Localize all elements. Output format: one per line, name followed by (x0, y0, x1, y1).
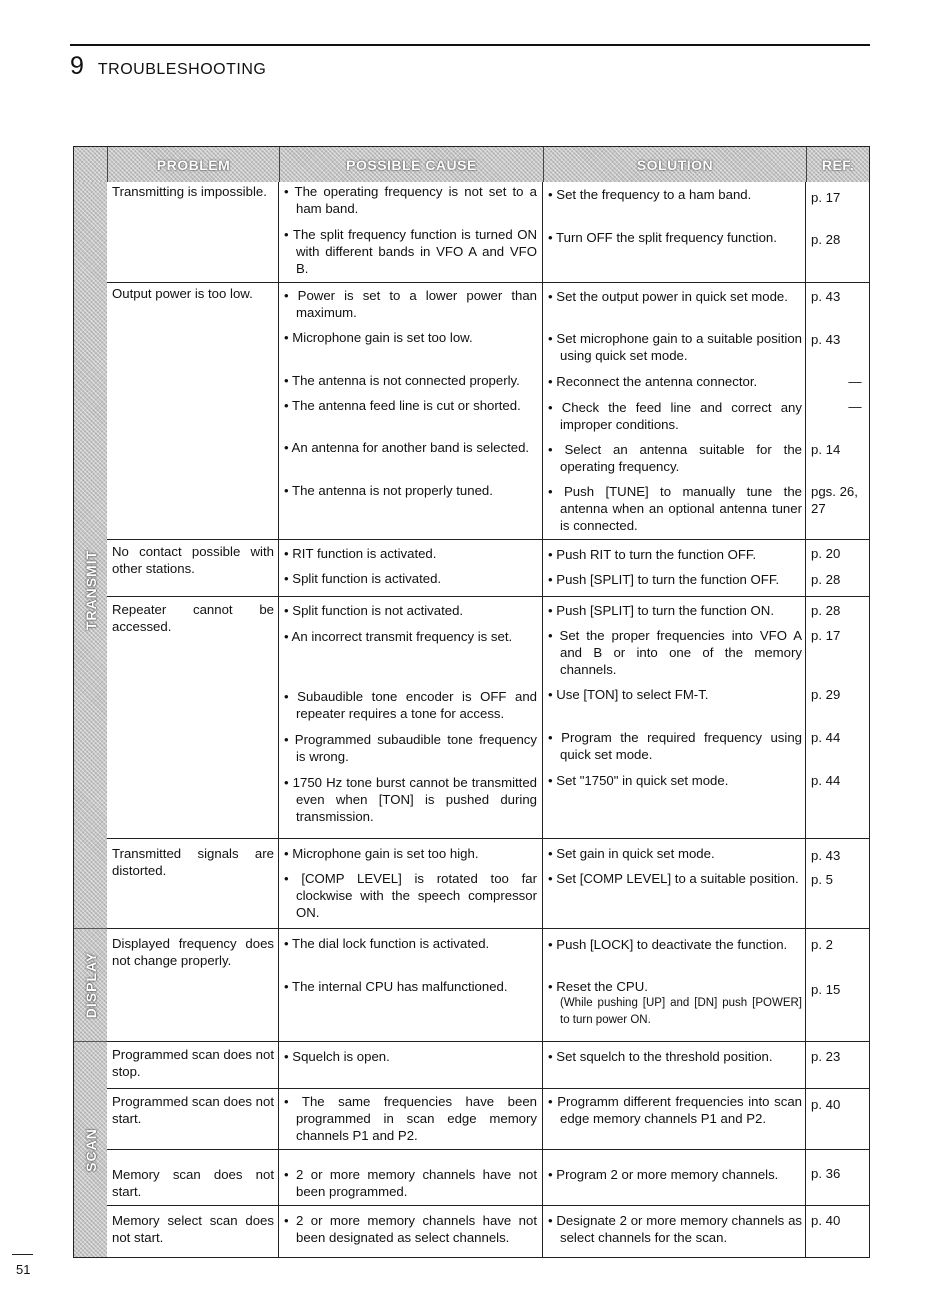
solution-text: • Set "1750" in quick set mode. (548, 773, 729, 788)
solution-note: (While pushing [UP] and [DN] push [POWER] to turn power ON. (560, 997, 802, 1026)
problem-text: Repeater cannot be accessed. (112, 602, 274, 634)
solution-text: • Designate 2 or more memory channels as select channels for the scan. (548, 1213, 802, 1245)
solution-text: • Push RIT to turn the function OFF. (548, 547, 757, 562)
problem-text: Programmed scan does not start. (112, 1094, 274, 1126)
page-number-rule (12, 1254, 33, 1255)
cause-text: • The operating frequency is not set to a ham band. (284, 184, 537, 216)
cause-text: • The antenna is not properly tuned. (284, 483, 493, 498)
problem-text: Transmitted signals are distorted. (112, 846, 274, 878)
ref-text: p. 40 (811, 1097, 841, 1112)
solution-text: • Set the proper frequencies into VFO A and B or into one of the memory channels. (548, 628, 802, 677)
troubleshooting-table (73, 146, 870, 1258)
cause-text: • Squelch is open. (284, 1049, 390, 1064)
cause-text: • Subaudible tone encoder is OFF and repeater requires a tone for access. (284, 689, 537, 721)
ref-text: p. 23 (811, 1049, 841, 1064)
cause-text: • Power is set to a lower power than maximum. (284, 288, 537, 320)
table-row (107, 929, 869, 1042)
cause-text: • The split frequency function is turned ON with different bands in VFO A and VFO B. (284, 227, 537, 276)
header-problem: PROBLEM (107, 147, 279, 182)
cause-text: • 2 or more memory channels have not been designated as select channels. (284, 1213, 537, 1245)
category-display-label: DISPLAY (82, 951, 99, 1019)
cause-text: • An incorrect transmit frequency is set. (284, 629, 513, 644)
problem-text: Displayed frequency does not change properly. (112, 936, 274, 968)
problem-text: Memory select scan does not start. (112, 1213, 274, 1245)
cause-text: • An antenna for another band is selected. (284, 440, 530, 455)
solution-text: • Set gain in quick set mode. (548, 846, 715, 861)
cause-text: • The antenna is not connected properly. (284, 373, 520, 388)
page-number: 51 (16, 1262, 31, 1277)
solution-text: • Set [COMP LEVEL] to a suitable position. (548, 871, 799, 886)
top-rule (70, 44, 870, 46)
solution-text: • Programm different frequencies into scan edge memory channels P1 and P2. (548, 1094, 802, 1126)
cause-text: • The internal CPU has malfunctioned. (284, 979, 508, 994)
solution-text: • Program 2 or more memory channels. (548, 1167, 779, 1182)
cause-text: • Programmed subaudible tone frequency is wrong. (284, 732, 537, 764)
cause-text: • The dial lock function is activated. (284, 936, 490, 951)
solution-text: • Set the frequency to a ham band. (548, 187, 752, 202)
problem-text: Programmed scan does not stop. (112, 1047, 274, 1079)
solution-text: • Turn OFF the split frequency function. (548, 230, 777, 245)
cause-text: • 1750 Hz tone burst cannot be transmitted even when [TON] is pushed during transmission. (284, 775, 537, 824)
ref-text: p. 2 (811, 937, 833, 952)
solution-text: • Use [TON] to select FM-T. (548, 687, 709, 702)
ref-text: p. 43 (811, 848, 841, 863)
ref-text: p. 14 (811, 442, 841, 457)
cause-text: • [COMP LEVEL] is rotated too far clockwise with the speech compressor ON. (284, 871, 537, 920)
category-scan-label: SCAN (82, 1127, 99, 1172)
solution-text: • Push [SPLIT] to turn the function OFF. (548, 572, 780, 587)
table-row (107, 1150, 869, 1206)
table-row (107, 283, 869, 540)
ref-text: p. 40 (811, 1213, 841, 1228)
category-transmit (74, 182, 107, 929)
category-display (74, 929, 107, 1042)
ref-text: p. 43 (811, 289, 841, 304)
ref-text: p. 28 (811, 572, 841, 587)
solution-text: • Push [LOCK] to deactivate the function. (548, 937, 788, 952)
table-row (107, 839, 869, 929)
solution-text: • Select an antenna suitable for the operating frequency. (548, 442, 802, 474)
table-row (107, 1042, 869, 1089)
solution-text: • Push [SPLIT] to turn the function ON. (548, 603, 774, 618)
ref-text: p. 17 (811, 628, 841, 643)
ref-text: p. 20 (811, 546, 841, 561)
problem-text: No contact possible with other stations. (112, 544, 274, 576)
ref-text: p. 15 (811, 982, 841, 997)
ref-text: pgs. 26, 27 (811, 484, 858, 516)
ref-text: p. 29 (811, 687, 841, 702)
ref-text: p. 28 (811, 603, 841, 618)
ref-text: p. 17 (811, 190, 841, 205)
category-sidebar (74, 182, 107, 1257)
chapter-title: TROUBLESHOOTING (97, 61, 267, 78)
solution-text (548, 978, 802, 1029)
solution-text-main: • Reset the CPU. (548, 979, 648, 994)
solution-text: • Set microphone gain to a suitable position using quick set mode. (548, 331, 802, 363)
cause-text: • Microphone gain is set too low. (284, 330, 473, 345)
ref-text: p. 5 (811, 872, 833, 887)
solution-text: • Push [TUNE] to manually tune the antenna when an optional antenna tuner is connected. (548, 484, 802, 533)
ref-text: p. 36 (811, 1166, 841, 1181)
header-solution: SOLUTION (543, 147, 806, 182)
header-cause: POSSIBLE CAUSE (279, 147, 543, 182)
solution-text: • Reconnect the antenna connector. (548, 374, 758, 389)
table-row (107, 540, 869, 597)
ref-text: — (848, 399, 862, 414)
table-body (107, 182, 869, 1257)
cause-text: • Microphone gain is set too high. (284, 846, 479, 861)
ref-text: p. 44 (811, 730, 841, 745)
solution-text: • Check the feed line and correct any improper conditions. (548, 400, 802, 432)
problem-text: Memory scan does not start. (112, 1167, 274, 1199)
ref-text: — (848, 374, 862, 389)
cause-text: • 2 or more memory channels have not been programmed. (284, 1167, 537, 1199)
table-row (107, 182, 869, 283)
cause-text: • Split function is not activated. (284, 603, 464, 618)
solution-text: • Set squelch to the threshold position. (548, 1049, 773, 1064)
cause-text: • RIT function is activated. (284, 546, 437, 561)
cause-text: • Split function is activated. (284, 571, 442, 586)
ref-text: p. 43 (811, 332, 841, 347)
header-ref: REF. (806, 147, 869, 182)
table-row (107, 597, 869, 839)
category-scan (74, 1042, 107, 1257)
solution-text: • Set the output power in quick set mode. (548, 289, 788, 304)
chapter-number: 9 (70, 52, 84, 80)
table-row (107, 1089, 869, 1150)
solution-text: • Program the required frequency using quick set mode. (548, 730, 802, 762)
table-header (74, 147, 869, 182)
table-row (107, 1206, 869, 1257)
problem-text: Transmitting is impossible. (112, 184, 267, 199)
ref-text: p. 28 (811, 232, 841, 247)
cause-text: • The same frequencies have been programmed in scan edge memory channels P1 and P2. (284, 1094, 537, 1143)
category-transmit-label: TRANSMIT (82, 549, 99, 631)
ref-text: p. 44 (811, 773, 841, 788)
cause-text: • The antenna feed line is cut or shorted. (284, 398, 521, 413)
chapter-heading (70, 52, 266, 81)
problem-text: Output power is too low. (112, 286, 253, 301)
